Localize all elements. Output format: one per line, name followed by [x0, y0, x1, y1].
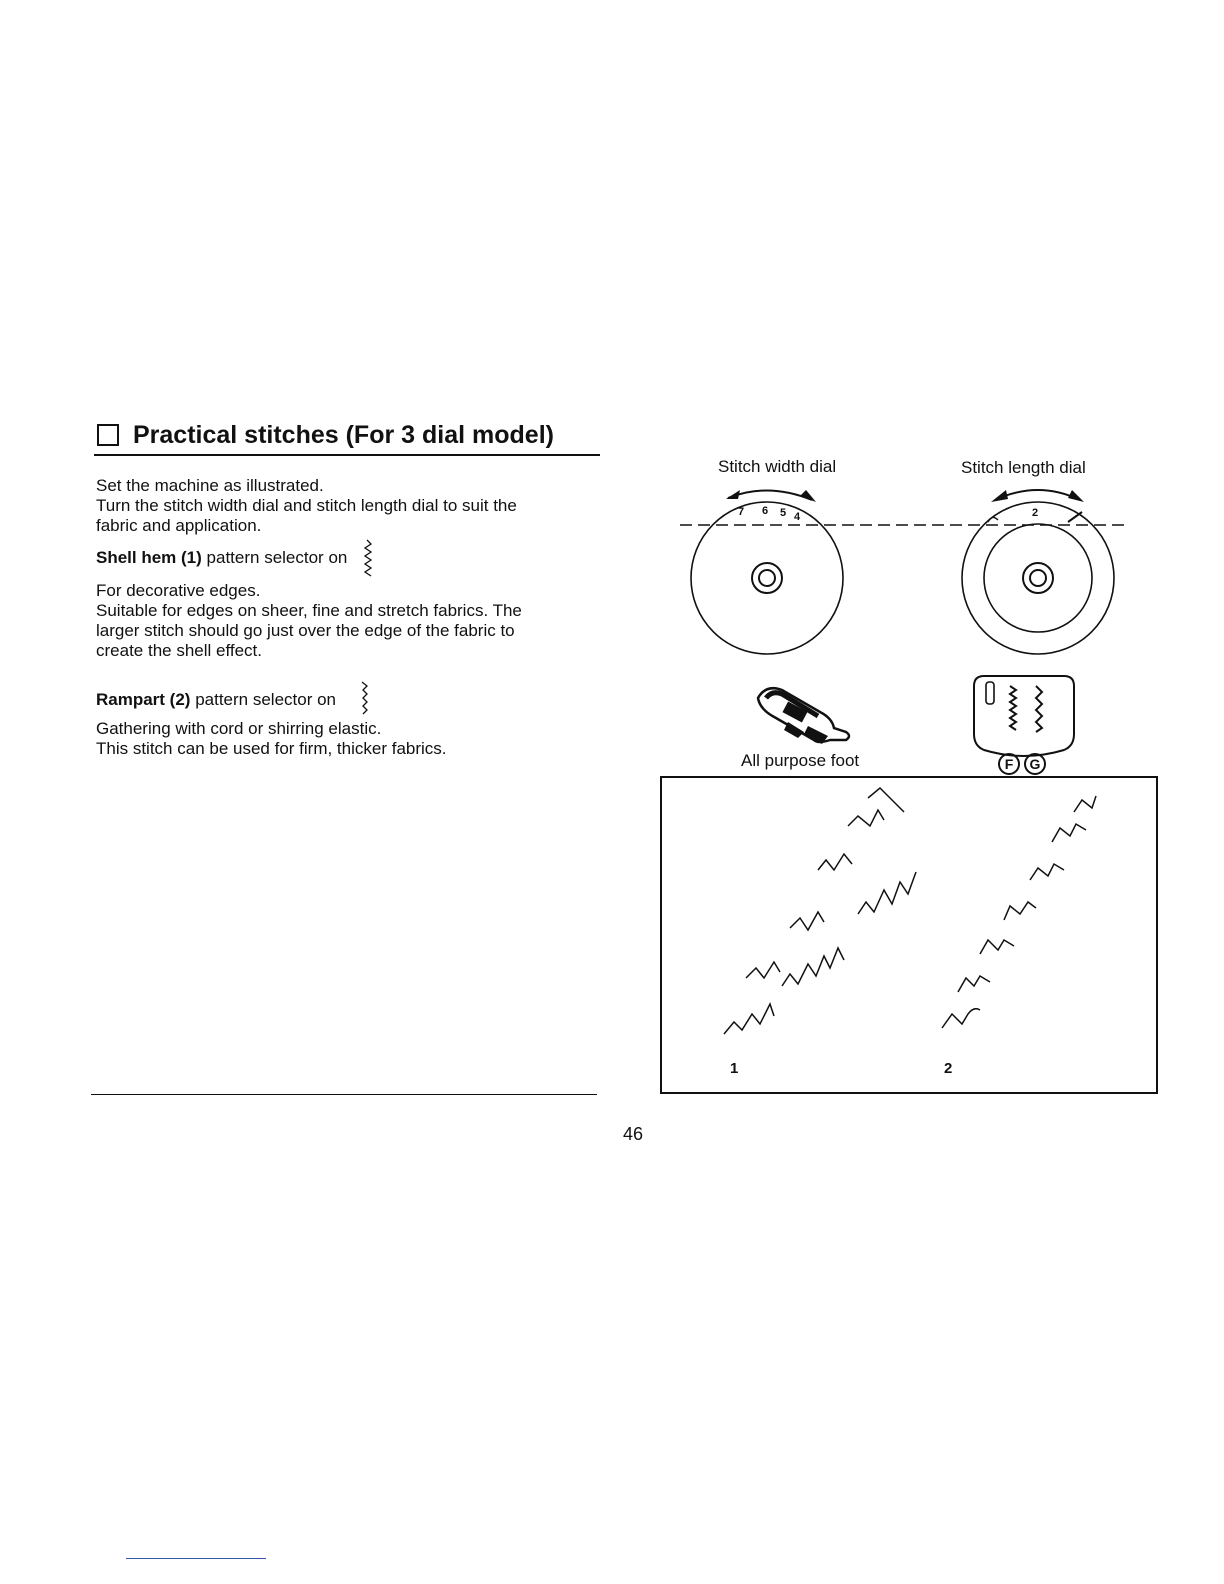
shell-hem-line-1: For decorative edges. [96, 581, 261, 600]
shell-hem-line-3: larger stitch should go just over the edge of the fabric to [96, 621, 515, 640]
width-dial-mark-5: 5 [780, 507, 787, 519]
selector-letter-f-icon: F [998, 753, 1020, 775]
shell-hem-selector-text: pattern selector on [206, 548, 348, 567]
width-dial-mark-7: 7 [738, 506, 745, 518]
stitch-width-dial-label: Stitch width dial [718, 457, 837, 476]
intro-line-2: Turn the stitch width dial and stitch length dial to suit the [96, 496, 517, 515]
intro-line-3: fabric and application. [96, 516, 262, 535]
rampart-selector-text: pattern selector on [195, 690, 337, 709]
selector-letters [998, 753, 1046, 775]
page-number: 46 [622, 1124, 644, 1144]
stitch-samples-box [660, 776, 1158, 1094]
shell-hem-line-4: create the shell effect. [96, 641, 263, 660]
width-dial-mark-4: 4 [794, 511, 801, 523]
all-purpose-foot-label: All purpose foot [741, 751, 860, 770]
stitch-label-1: 1 [730, 1060, 739, 1077]
shell-hem-line-2: Suitable for edges on sheer, fine and stretch fabrics. The [96, 601, 522, 620]
shell-hem-term: Shell hem (1) [96, 548, 202, 567]
selector-letter-g-icon: G [1024, 753, 1046, 775]
stitch-length-dial-label: Stitch length dial [961, 458, 1086, 477]
shell-hem-stitch-sample [724, 788, 916, 1034]
intro-line-1: Set the machine as illustrated. [96, 476, 324, 495]
width-dial-mark-6: 6 [762, 505, 769, 517]
length-dial-mark-2: 2 [1032, 507, 1039, 519]
rampart-term: Rampart (2) [96, 690, 191, 709]
rampart-line-1: Gathering with cord or shirring elastic. [96, 719, 382, 738]
section-title: Practical stitches (For 3 dial model) [133, 421, 554, 449]
rampart-line-2: This stitch can be used for firm, thicker fabrics. [96, 739, 447, 758]
footer-line [126, 1558, 266, 1559]
stitch-samples-drawing [662, 778, 1156, 1092]
stitch-label-2: 2 [944, 1060, 953, 1077]
rampart-stitch-sample [942, 796, 1096, 1028]
presser-foot-icon [748, 678, 868, 758]
